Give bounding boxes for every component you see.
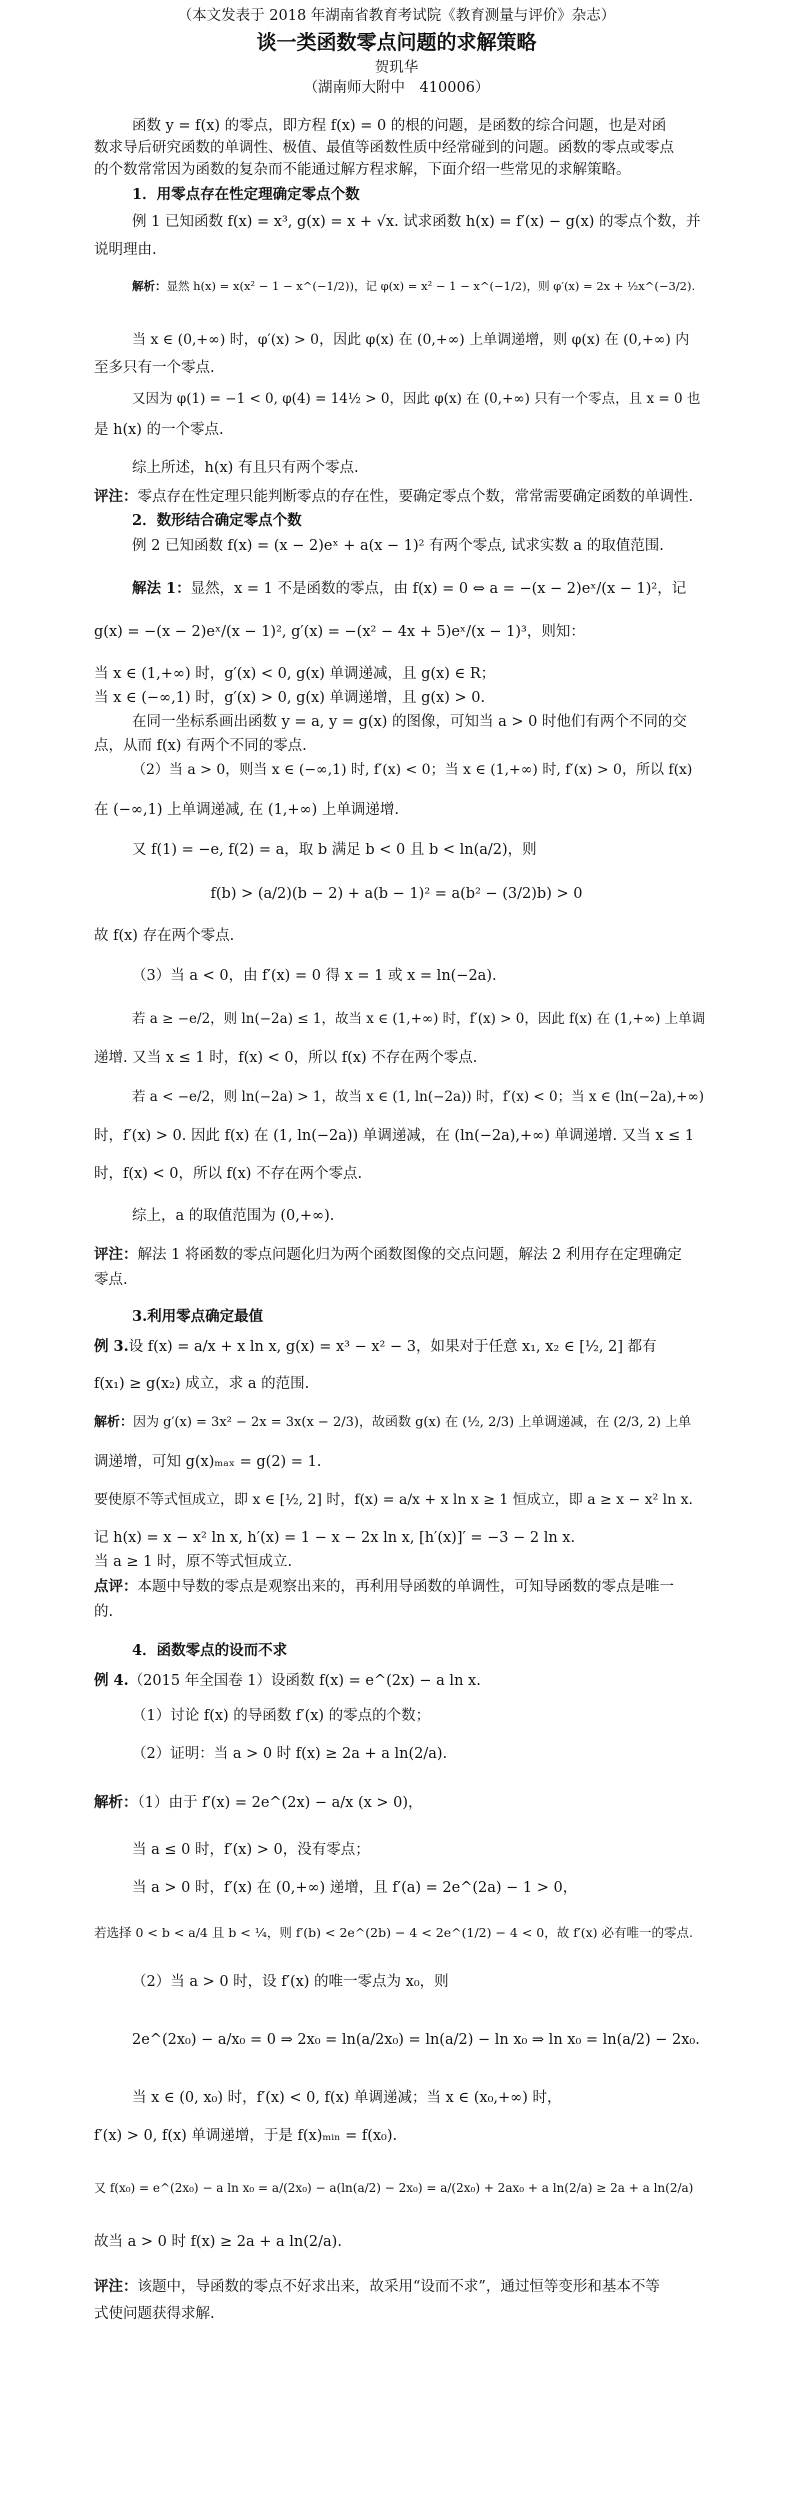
ex3-note-text: 本题中导数的零点是观察出来的，再利用导函数的单调性，可知导函数的零点是唯一 — [137, 1579, 674, 1595]
ex1-line-5: 是 h(x) 的一个零点. — [94, 422, 224, 438]
ex3-analysis-label: 解析： — [94, 1415, 134, 1430]
ex2-note-text: 解法 1 将函数的零点问题化归为两个函数图像的交点问题，解法 2 利用存在定理确定 — [137, 1247, 682, 1263]
ex3-prompt-text: 设 f(x) = a/x + x ln x, g(x) = x³ − x² − 3，如果对于任意 x₁, x₂ ∈ [½, 2] 都有 — [128, 1339, 657, 1355]
ex4-line-5: （2）当 a > 0 时，设 f′(x) 的唯一零点为 x₀，则 — [132, 1974, 449, 1990]
affiliation: （湖南师大附中 410006） — [303, 80, 490, 96]
ex4-prompt-text: （2015 年全国卷 1）设函数 f(x) = e^(2x) − a ln x. — [128, 1673, 481, 1689]
section-2-heading: 2．数形结合确定零点个数 — [132, 512, 302, 529]
ex3-note-label: 点评： — [94, 1578, 138, 1595]
ex1-line-4: 又因为 φ(1) = −1 < 0, φ(4) = 14½ > 0，因此 φ(x) 在 (0,+∞) 只有一个零点，且 x = 0 也 — [132, 391, 701, 407]
ex4-analysis-label: 解析： — [94, 1794, 138, 1811]
ex1-note-text: 零点存在性定理只能判断零点的存在性，要确定零点个数，常常需要确定函数的单调性. — [137, 489, 694, 505]
ex2-note — [94, 1244, 704, 1266]
ex1-analysis-label: 解析： — [132, 279, 167, 293]
ex2-note-cont: 零点. — [94, 1272, 128, 1288]
ex2-line-12: （3）当 a < 0，由 f′(x) = 0 得 x = 1 或 x = ln(−2a). — [132, 968, 497, 984]
ex2-formula-fb: f(b) > (a/2)(b − 2) + a(b − 1)² = a(b² − (3/2)b) > 0 — [210, 886, 583, 902]
ex2-line-6: 点，从而 f(x) 有两个不同的零点. — [94, 738, 307, 754]
ex4-note-cont: 式使问题获得求解. — [94, 2306, 215, 2322]
ex2-line-16: 时，f′(x) > 0. 因此 f(x) 在 (1, ln(−2a)) 单调递减，在 (ln(−2a),+∞) 单调递增. 又当 x ≤ 1 — [94, 1128, 695, 1144]
section-3-heading: 3.利用零点确定最值 — [132, 1308, 264, 1325]
ex4-analysis-text: （1）由于 f′(x) = 2e^(2x) − a/x (x > 0)， — [137, 1795, 423, 1811]
ex2-line-11: 故 f(x) 存在两个零点. — [94, 928, 235, 944]
section-1-heading: 1．用零点存在性定理确定零点个数 — [132, 186, 360, 203]
ex4-prompt-line — [94, 1670, 704, 1692]
intro-line-2: 数求导后研究函数的单调性、极值、最值等函数性质中经常碰到的问题。函数的零点或零点 — [94, 140, 674, 156]
ex4-formula-fx0: 又 f(x₀) = e^(2x₀) − a ln x₀ = a/(2x₀) − a(ln(a/2) − 2x₀) = a/(2x₀) + 2ax₀ + a ln(2/a) ≥ 2a + a ln(2/a) — [94, 2181, 694, 2195]
section-4-heading: 4．函数零点的设而不求 — [132, 1642, 288, 1659]
ex1-note-label: 评注： — [94, 488, 138, 505]
ex4-line-3: 当 a > 0 时，f′(x) 在 (0,+∞) 递增，且 f′(a) = 2e^(2a) − 1 > 0， — [132, 1880, 578, 1896]
ex4-line-7: 当 x ∈ (0, x₀) 时，f′(x) < 0, f(x) 单调递减；当 x ∈ (x₀,+∞) 时， — [132, 2090, 562, 2106]
ex1-line-3: 至多只有一个零点. — [94, 360, 215, 376]
ex4-conclusion: 故当 a > 0 时 f(x) ≥ 2a + a ln(2/a). — [94, 2234, 342, 2250]
ex4-line-2: 当 a ≤ 0 时，f′(x) > 0，没有零点； — [132, 1842, 370, 1858]
ex2-line-5: 在同一坐标系画出函数 y = a, y = g(x) 的图像，可知当 a > 0 时他们有两个不同的交 — [132, 714, 687, 730]
ex4-note — [94, 2276, 704, 2298]
ex4-line-8: f′(x) > 0, f(x) 单调递增，于是 f(x)ₘᵢₙ = f(x₀). — [94, 2128, 398, 2144]
ex1-analysis-text: 显然 h(x) = x(x² − 1 − x^(−1/2))，记 φ(x) = x² − 1 − x^(−1/2)，则 φ′(x) = 2x + ½x^(−3/2). — [166, 279, 696, 293]
ex4-analysis-line — [94, 1792, 704, 1814]
author: 贺玑华 — [374, 60, 419, 76]
ex1-note — [94, 486, 704, 508]
ex3-analysis-line — [94, 1414, 704, 1433]
ex1-prompt-cont: 说明理由. — [94, 242, 157, 258]
ex4-question-2: （2）证明：当 a > 0 时 f(x) ≥ 2a + a ln(2/a). — [132, 1746, 448, 1762]
ex1-analysis-line — [132, 278, 706, 295]
ex2-line-17: 时，f(x) < 0，所以 f(x) 不存在两个零点. — [94, 1166, 363, 1182]
ex3-line-5: 当 a ≥ 1 时，原不等式恒成立. — [94, 1554, 293, 1570]
ex2-line-3: 当 x ∈ (1,+∞) 时，g′(x) < 0, g(x) 单调递减，且 g(x) ∈ R； — [94, 666, 496, 682]
ex2-conclusion: 综上，a 的取值范围为 (0,+∞). — [132, 1208, 335, 1224]
ex2-prompt: 例 2 已知函数 f(x) = (x − 2)eˣ + a(x − 1)² 有两个零点, 试求实数 a 的取值范围. — [132, 538, 664, 554]
ex1-prompt: 例 1 已知函数 f(x) = x³, g(x) = x + √x. 试求函数 h(x) = f′(x) − g(x) 的零点个数，并 — [132, 214, 701, 230]
ex2-sol1-text: 显然，x = 1 不是函数的零点，由 f(x) = 0 ⇔ a = −(x − 2)eˣ/(x − 1)²，记 — [190, 581, 687, 597]
ex4-note-text: 该题中，导函数的零点不好求出来，故采用“设而不求”，通过恒等变形和基本不等 — [137, 2279, 660, 2295]
intro-line-3: 的个数常常因为函数的复杂而不能通过解方程求解，下面介绍一些常见的求解策略。 — [94, 162, 631, 178]
ex2-line-14: 递增. 又当 x ≤ 1 时，f(x) < 0，所以 f(x) 不存在两个零点. — [94, 1050, 478, 1066]
ex3-note — [94, 1576, 704, 1598]
ex4-prompt-label: 例 4. — [94, 1672, 129, 1689]
ex4-note-label: 评注： — [94, 2278, 138, 2295]
ex3-line-2: 调递增，可知 g(x)ₘₐₓ = g(2) = 1. — [94, 1454, 322, 1470]
ex4-line-4: 若选择 0 < b < a/4 且 b < ¼，则 f′(b) < 2e^(2b) − 4 < 2e^(1/2) − 4 < 0，故 f′(x) 必有唯一的零点. — [94, 1925, 693, 1940]
ex3-note-cont: 的. — [94, 1604, 114, 1620]
ex2-line-13: 若 a ≥ −e/2，则 ln(−2a) ≤ 1，故当 x ∈ (1,+∞) 时，f′(x) > 0，因此 f(x) 在 (1,+∞) 上单调 — [132, 1011, 706, 1027]
ex3-prompt-label: 例 3. — [94, 1338, 129, 1355]
ex1-conclusion: 综上所述，h(x) 有且只有两个零点. — [132, 460, 359, 476]
ex2-line-2: g(x) = −(x − 2)eˣ/(x − 1)², g′(x) = −(x² − 4x + 5)eˣ/(x − 1)³，则知： — [94, 624, 585, 640]
ex2-line-8: 在 (−∞,1) 上单调递减, 在 (1,+∞) 上单调递增. — [94, 802, 400, 818]
ex3-line-4: 记 h(x) = x − x² ln x, h′(x) = 1 − x − 2x ln x, [h′(x)]′ = −3 − 2 ln x. — [94, 1530, 576, 1546]
ex3-prompt-line — [94, 1336, 704, 1358]
ex2-line-15: 若 a < −e/2，则 ln(−2a) > 1，故当 x ∈ (1, ln(−2a)) 时，f′(x) < 0；当 x ∈ (ln(−2a),+∞) — [132, 1089, 704, 1105]
ex2-line-9: 又 f(1) = −e, f(2) = a，取 b 满足 b < 0 且 b < ln(a/2)，则 — [132, 842, 537, 858]
ex3-prompt-cont: f(x₁) ≥ g(x₂) 成立，求 a 的范围. — [94, 1376, 310, 1392]
ex2-sol1-label: 解法 1： — [132, 580, 191, 597]
ex2-line-7: （2）当 a > 0，则当 x ∈ (−∞,1) 时, f′(x) < 0；当 x ∈ (1,+∞) 时, f′(x) > 0，所以 f(x) — [132, 762, 693, 778]
ex2-note-label: 评注： — [94, 1246, 138, 1263]
ex2-sol1-line — [132, 578, 706, 600]
ex1-line-2: 当 x ∈ (0,+∞) 时，φ′(x) > 0，因此 φ(x) 在 (0,+∞) 上单调递增，则 φ(x) 在 (0,+∞) 内 — [132, 332, 690, 348]
intro-line-1: 函数 y = f(x) 的零点，即方程 f(x) = 0 的根的问题，是函数的综合问题，也是对函 — [132, 118, 667, 134]
ex2-line-4: 当 x ∈ (−∞,1) 时，g′(x) > 0, g(x) 单调递增，且 g(x) > 0. — [94, 690, 486, 706]
page-title: 谈一类函数零点问题的求解策略 — [256, 30, 537, 54]
ex3-line-3: 要使原不等式恒成立，即 x ∈ [½, 2] 时，f(x) = a/x + x ln x ≥ 1 恒成立，即 a ≥ x − x² ln x. — [94, 1492, 693, 1508]
ex4-formula-x0: 2e^(2x₀) − a/x₀ = 0 ⇒ 2x₀ = ln(a/2x₀) = ln(a/2) − ln x₀ ⇒ ln x₀ = ln(a/2) − 2x₀. — [132, 2032, 700, 2048]
source-note: （本文发表于 2018 年湖南省教育考试院《教育测量与评价》杂志） — [177, 8, 616, 24]
ex4-question-1: （1）讨论 f(x) 的导函数 f′(x) 的零点的个数； — [132, 1708, 431, 1724]
ex3-analysis-text: 因为 g′(x) = 3x² − 2x = 3x(x − 2/3)，故函数 g(x) 在 (½, 2/3) 上单调递减，在 (2/3, 2) 上单 — [133, 1415, 692, 1430]
